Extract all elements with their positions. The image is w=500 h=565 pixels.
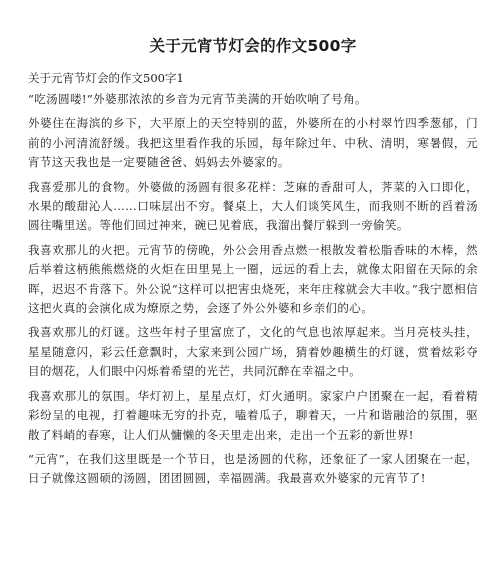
paragraph: 我喜欢那儿的火把。元宵节的傍晚，外公会用香点燃一根散发着松脂香味的木棒，然后举着这柄熊熊燃烧的火炬在田里晃上一圈，远远的看上去，就像太阳留在天际的余晖，迟迟不肯落下。外公说“这样可以把害虫烧死，来年庄稼就会大丰收。”我宁愿相信这把火真的会演化成为燎原之势，会逐了外公外婆和乡亲们的心。 bbox=[28, 242, 478, 316]
paragraph: 外婆住在海滨的乡下，大平原上的天空特别的蓝，外婆所在的小村翠竹四季葱郁，门前的小河清流舒缓。我把这里看作我的乐园，每年除过年、中秋、清明，寒暑假，元宵节这天我也是一定要随爸爸、妈妈去外婆家的。 bbox=[28, 116, 478, 170]
document-subtitle: 关于元宵节灯会的作文500字1 bbox=[28, 71, 184, 85]
paragraph: 我喜欢那儿的灯谜。这些年村子里富庶了，文化的气息也浓厚起来。当月亮枝头挂，星星随意闪，彩云任意飘时，大家来到公园广场，猜着妙趣横生的灯谜，赏着炫彩夺目的烟花，人们眼中闪烁着希望的光芒，共同沉醉在幸福之中。 bbox=[28, 325, 478, 379]
paragraph: “元宵”，在我们这里既是一个节日，也是汤圆的代称，还象征了一家人团聚在一起，日子就像这圆硕的汤圆，团团圆圆，幸福圆满。我最喜欢外婆家的元宵节了! bbox=[28, 451, 478, 486]
paragraph: “吃汤圆喽!”外婆那浓浓的乡音为元宵节美满的开始吹响了号角。 bbox=[28, 92, 367, 106]
document-title: 关于元宵节灯会的作文500字 bbox=[149, 37, 357, 55]
paragraph: 我喜欢那儿的氛围。华灯初上，星星点灯，灯火通明。家家户户团聚在一起，看着精彩纷呈的电视，打着趣味无穷的扑克，嗑着瓜子，聊着天，一片和谐融洽的氛围，驱散了料峭的春寒，让人们从慵懒的冬天里走出来，走出一个五彩的新世界! bbox=[28, 388, 478, 442]
paragraph: 我喜爱那儿的食物。外婆做的汤圆有很多花样：芝麻的香甜可人，荠菜的入口即化，水果的酸甜沁人……口味层出不穷。餐桌上，大人们谈笑风生，而我则不断的舀着汤圆往嘴里送。等他们回过神来，碗已见着底，我溜出餐厅躲到一旁偷笑。 bbox=[28, 179, 478, 233]
